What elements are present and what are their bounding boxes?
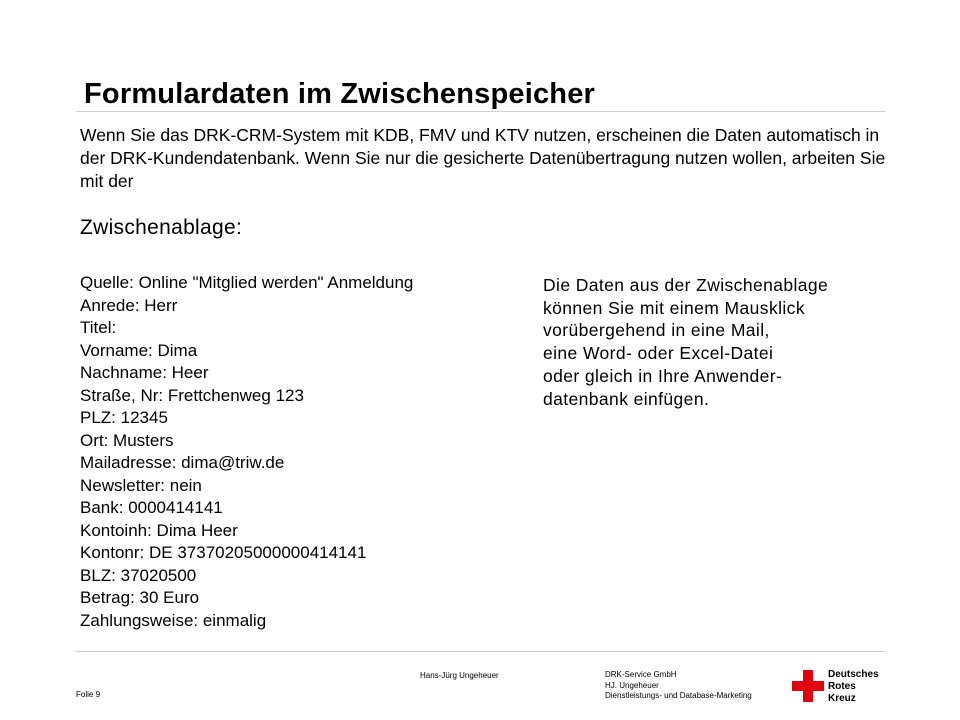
form-field-street: Straße, Nr: Frettchenweg 123 (80, 385, 304, 405)
slide-number: Folie 9 (76, 690, 101, 699)
form-field-salutation: Anrede: Herr (80, 295, 178, 315)
logo-text-line: Deutsches (828, 669, 879, 680)
form-data-list (80, 272, 413, 632)
form-field-email: Mailadresse: dima@triw.de (80, 453, 285, 472)
form-field-city: Ort: Musters (80, 430, 174, 450)
side-note (543, 274, 923, 410)
title-divider (76, 111, 886, 112)
form-field-account-number: Kontonr: DE 37370205000000414141 (80, 543, 367, 562)
slide-title: Formulardaten im Zwischenspeicher (84, 78, 596, 110)
intro-line: mit der (80, 171, 134, 191)
footer-company-line: HJ. Ungeheuer (605, 680, 659, 690)
intro-line: der DRK-Kundendatenbank. Wenn Sie nur die gesicherte Datenübertragung nutzen wollen, arbeiten Sie (80, 148, 886, 168)
side-note-line: Die Daten aus der Zwischenablage (543, 275, 829, 295)
form-field-bank: Bank: 0000414141 (80, 498, 223, 517)
footer-company-line: Dienstleistungs- und Database-Marketing (605, 691, 752, 700)
form-field-first-name: Vorname: Dima (80, 340, 198, 360)
logo-text-line: Rotes (828, 681, 856, 692)
form-field-newsletter: Newsletter: nein (80, 475, 202, 495)
section-heading: Zwischenablage: (80, 216, 243, 239)
logo-text-line: Kreuz (828, 693, 856, 704)
form-field-title: Titel: (80, 318, 117, 337)
form-field-source: Quelle: Online "Mitglied werden" Anmeldung (80, 273, 414, 292)
red-cross-logo (792, 668, 892, 708)
form-field-bank-code: BLZ: 37020500 (80, 565, 197, 585)
form-field-payment-frequency: Zahlungsweise: einmalig (80, 610, 267, 630)
side-note-line: können Sie mit einem Mausklick (543, 297, 805, 318)
intro-paragraph (80, 124, 940, 193)
form-field-last-name: Nachname: Heer (80, 363, 209, 382)
side-note-line: oder gleich in Ihre Anwender- (543, 365, 783, 386)
side-note-line: eine Word- oder Excel-Datei (543, 343, 774, 364)
footer-company (605, 670, 752, 702)
form-field-amount: Betrag: 30 Euro (80, 588, 200, 607)
form-field-account-holder: Kontoinh: Dima Heer (80, 520, 238, 540)
intro-line: Wenn Sie das DRK-CRM-System mit KDB, FMV und KTV nutzen, erscheinen die Daten automatisch in (80, 125, 880, 145)
red-cross-wordmark (828, 669, 879, 705)
side-note-line: vorübergehend in eine Mail, (543, 320, 770, 341)
red-cross-icon (792, 670, 824, 702)
side-note-line: datenbank einfügen. (543, 388, 710, 409)
red-cross-horizontal-bar (792, 681, 824, 691)
footer-company-line: DRK-Service GmbH (605, 670, 677, 679)
form-field-postcode: PLZ: 12345 (80, 408, 168, 427)
footer-author: Hans-Jürg Ungeheuer (420, 671, 499, 680)
footer-divider (76, 651, 886, 652)
